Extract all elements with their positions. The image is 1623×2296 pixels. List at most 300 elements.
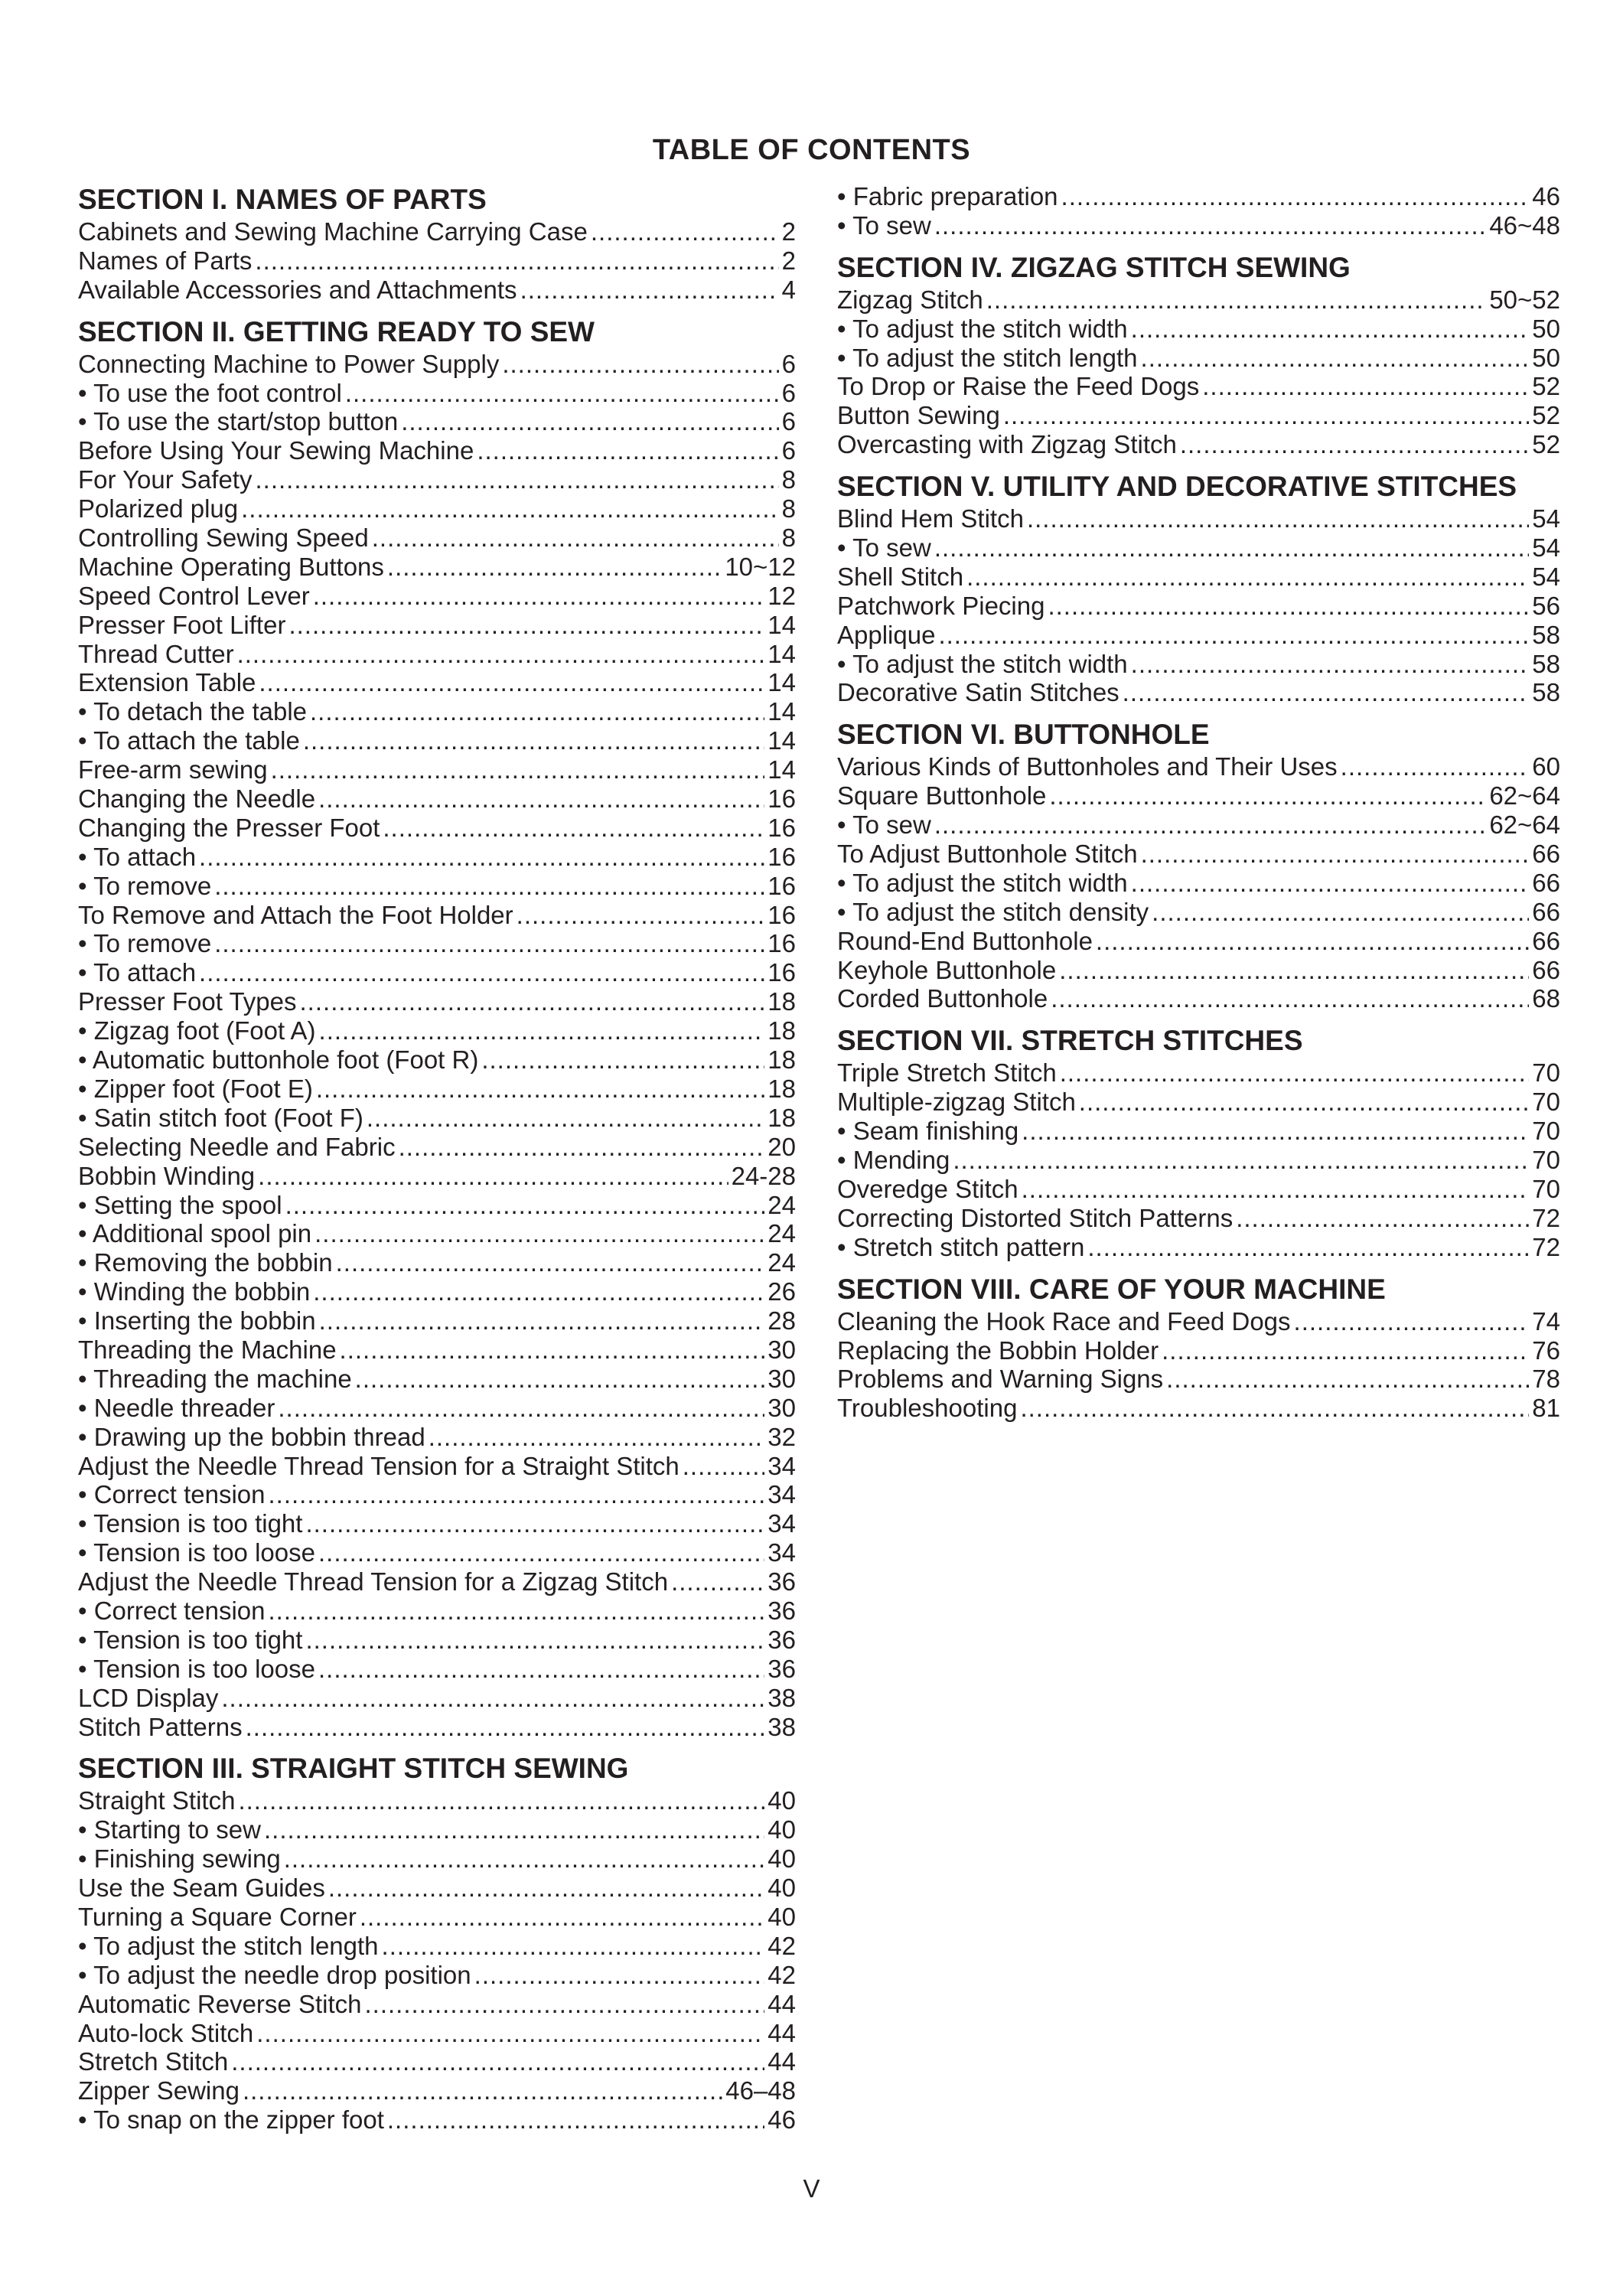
toc-entry[interactable] <box>837 984 1560 1013</box>
toc-entry-page: 14 <box>768 697 796 726</box>
toc-entry-page: 24 <box>768 1190 796 1219</box>
toc-entry[interactable] <box>837 533 1560 563</box>
toc-entry[interactable] <box>837 401 1560 430</box>
dot-leader <box>305 1509 764 1538</box>
toc-entry-page: 16 <box>768 784 796 814</box>
toc-entry-label: Threading the Machine <box>78 1335 337 1364</box>
dot-leader <box>360 1903 764 1932</box>
toc-entry-page: 24-28 <box>731 1161 796 1190</box>
toc-entry-label: Auto-lock Stitch <box>78 2018 254 2047</box>
toc-entry[interactable] <box>78 1903 796 1932</box>
toc-entry[interactable] <box>78 1219 796 1248</box>
toc-entry-label: Free-arm sewing <box>78 755 268 784</box>
toc-entry[interactable] <box>837 1233 1560 1262</box>
dot-leader <box>934 810 1486 840</box>
toc-entry-label: Before Using Your Sewing Machine <box>78 436 474 465</box>
toc-entry-label: • Inserting the bobbin <box>78 1306 316 1336</box>
toc-entry-label: • To adjust the needle drop position <box>78 1960 471 1989</box>
toc-entry-page: 28 <box>768 1306 796 1336</box>
dot-leader <box>305 1626 764 1655</box>
section-heading: SECTION II. GETTING READY TO SEW <box>78 315 595 347</box>
dot-leader <box>1022 1175 1530 1204</box>
section-heading: SECTION III. STRAIGHT STITCH SEWING <box>78 1753 629 1785</box>
toc-entry[interactable] <box>837 315 1560 344</box>
dot-leader <box>214 929 764 958</box>
toc-entry[interactable] <box>78 1104 796 1133</box>
toc-entry[interactable] <box>837 1146 1560 1175</box>
toc-entry[interactable] <box>837 182 1560 211</box>
toc-entry-label: Bobbin Winding <box>78 1161 256 1190</box>
dot-leader <box>966 563 1529 592</box>
toc-entry[interactable] <box>837 781 1560 810</box>
toc-entry[interactable] <box>78 1480 796 1509</box>
toc-entry-label: • To use the foot control <box>78 378 342 407</box>
toc-entry[interactable] <box>78 814 796 843</box>
toc-entry[interactable] <box>837 1204 1560 1233</box>
section-heading: SECTION IV. ZIGZAG STITCH SEWING <box>837 251 1351 283</box>
dot-leader <box>318 1655 764 1684</box>
toc-entry-page: 70 <box>1532 1146 1560 1175</box>
toc-entry[interactable] <box>78 1567 796 1596</box>
dot-leader <box>355 1365 765 1394</box>
toc-entry-page: 44 <box>768 1989 796 2018</box>
dot-leader <box>387 2105 764 2135</box>
toc-entry-label: Decorative Satin Stitches <box>837 678 1119 707</box>
toc-entry[interactable] <box>837 1058 1560 1088</box>
toc-entry-label: Applique <box>837 620 936 649</box>
toc-entry-label: Selecting Needle and Fabric <box>78 1132 396 1161</box>
dot-leader <box>1087 1233 1529 1262</box>
toc-entry[interactable] <box>837 752 1560 781</box>
dot-leader <box>246 1713 765 1742</box>
toc-entry[interactable] <box>78 958 796 987</box>
toc-entry[interactable] <box>837 927 1560 956</box>
toc-entry-page: 34 <box>768 1538 796 1567</box>
toc-entry-label: To Drop or Raise the Feed Dogs <box>837 372 1200 401</box>
toc-entry[interactable] <box>78 1932 796 1961</box>
toc-entry-label: Adjust the Needle Thread Tension for a Zigzag Stitch <box>78 1567 669 1596</box>
toc-entry[interactable] <box>78 697 796 726</box>
toc-entry-page: 36 <box>768 1654 796 1683</box>
toc-entry-page: 66 <box>1532 868 1560 897</box>
toc-entry[interactable] <box>78 929 796 958</box>
toc-entry-page: 16 <box>768 842 796 871</box>
toc-entry-label: • Fabric preparation <box>837 182 1058 210</box>
toc-entry-page: 46 <box>1532 182 1560 210</box>
toc-entry[interactable] <box>78 2105 796 2135</box>
toc-entry-page: 6 <box>781 349 796 378</box>
toc-entry-label: • Tension is too loose <box>78 1654 315 1683</box>
toc-entry-label: Presser Foot Types <box>78 987 297 1016</box>
toc-entry-label: • Needle threader <box>78 1393 275 1422</box>
toc-entry[interactable] <box>78 276 796 305</box>
toc-entry[interactable] <box>837 430 1560 459</box>
dot-leader <box>934 533 1529 563</box>
dot-leader <box>1141 840 1530 869</box>
toc-entry-page: 8 <box>781 523 796 553</box>
toc-entry[interactable] <box>78 1786 796 1815</box>
toc-entry[interactable] <box>837 1307 1560 1336</box>
dot-leader <box>269 1480 765 1509</box>
dot-leader <box>288 611 764 640</box>
toc-entry[interactable] <box>78 1990 796 2019</box>
toc-entry-page: 56 <box>1532 591 1560 620</box>
toc-entry-page: 52 <box>1532 401 1560 430</box>
toc-entry[interactable] <box>78 1423 796 1452</box>
toc-entry-page: 36 <box>768 1625 796 1654</box>
toc-entry-page: 30 <box>768 1335 796 1364</box>
toc-entry-page: 76 <box>1532 1336 1560 1365</box>
toc-entry-label: Square Buttonhole <box>837 781 1047 810</box>
dot-leader <box>1051 984 1529 1013</box>
toc-entry-label: • Seam finishing <box>837 1117 1019 1146</box>
toc-entry-page: 24 <box>768 1248 796 1277</box>
toc-entry[interactable] <box>837 504 1560 533</box>
dot-leader <box>1003 401 1529 430</box>
toc-entry[interactable] <box>78 1815 796 1844</box>
dot-leader <box>271 755 765 784</box>
toc-entry-label: Overcasting with Zigzag Stitch <box>837 430 1177 459</box>
dot-leader <box>285 1191 765 1220</box>
toc-entry[interactable] <box>78 1306 796 1336</box>
toc-entry[interactable] <box>837 1394 1560 1423</box>
toc-entry-label: • To snap on the zipper foot <box>78 2105 384 2135</box>
toc-entry-label: • Tension is too tight <box>78 1509 303 1538</box>
dot-leader <box>1027 504 1529 533</box>
toc-entry[interactable] <box>78 1844 796 1874</box>
toc-entry[interactable] <box>78 465 796 494</box>
dot-leader <box>1236 1204 1529 1233</box>
toc-entry-label: • To adjust the stitch length <box>837 343 1138 372</box>
toc-entry-label: Connecting Machine to Power Supply <box>78 349 500 378</box>
toc-entry[interactable] <box>78 1655 796 1684</box>
toc-entry[interactable] <box>78 582 796 611</box>
toc-entry[interactable] <box>78 987 796 1016</box>
toc-entry-label: Corded Buttonhole <box>837 984 1048 1013</box>
toc-entry[interactable] <box>78 1394 796 1423</box>
toc-entry-page: 81 <box>1532 1394 1560 1423</box>
toc-entry-page: 8 <box>781 494 796 523</box>
toc-entry[interactable] <box>78 494 796 523</box>
toc-column-left <box>78 182 796 2135</box>
dot-leader <box>313 582 765 611</box>
toc-entry[interactable] <box>78 1713 796 1742</box>
toc-entry-label: Shell Stitch <box>837 562 964 591</box>
toc-entry-page: 18 <box>768 1045 796 1075</box>
section-heading: SECTION VII. STRETCH STITCHES <box>837 1025 1303 1057</box>
toc-entry-page: 14 <box>768 610 796 639</box>
toc-entry-page: 78 <box>1532 1365 1560 1394</box>
toc-entry[interactable] <box>78 611 796 640</box>
toc-entry-page: 66 <box>1532 926 1560 955</box>
toc-entry-label: • Zipper foot (Foot E) <box>78 1074 313 1103</box>
toc-entry[interactable] <box>78 1596 796 1626</box>
toc-section <box>78 182 796 305</box>
toc-entry-page: 34 <box>768 1451 796 1480</box>
toc-entry[interactable] <box>78 1016 796 1045</box>
toc-entry-label: Round-End Buttonhole <box>837 926 1093 955</box>
toc-entry[interactable] <box>837 678 1560 707</box>
toc-entry-label: • Tension is too tight <box>78 1625 303 1654</box>
dot-leader <box>255 465 778 494</box>
toc-entry-page: 46 <box>768 2105 796 2135</box>
dot-leader <box>474 1961 765 1990</box>
toc-entry-label: • Stretch stitch pattern <box>837 1232 1085 1261</box>
toc-entry-page: 36 <box>768 1567 796 1596</box>
toc-entry-label: • Correct tension <box>78 1596 266 1625</box>
dot-leader <box>1059 956 1529 985</box>
toc-entry[interactable] <box>837 898 1560 927</box>
toc-entry-page: 74 <box>1532 1306 1560 1336</box>
dot-leader <box>1341 752 1530 781</box>
toc-entry[interactable] <box>78 217 796 246</box>
toc-entry[interactable] <box>78 755 796 784</box>
toc-entry-page: 52 <box>1532 372 1560 401</box>
toc-entry[interactable] <box>837 1117 1560 1146</box>
toc-entry-label: Replacing the Bobbin Holder <box>837 1336 1159 1365</box>
dot-leader <box>1131 869 1530 898</box>
toc-entry-label: Turning a Square Corner <box>78 1902 357 1931</box>
dot-leader <box>1096 927 1529 956</box>
toc-section <box>837 250 1560 459</box>
toc-entry-label: • Setting the spool <box>78 1190 282 1219</box>
toc-entry-label: Stretch Stitch <box>78 2047 229 2076</box>
page-number: V <box>803 2174 820 2203</box>
toc-entry[interactable] <box>78 1075 796 1104</box>
toc-entry-label: • To sew <box>837 533 931 563</box>
toc-entry-label: Problems and Warning Signs <box>837 1365 1164 1394</box>
toc-entry-page: 70 <box>1532 1174 1560 1203</box>
toc-entry[interactable] <box>837 1336 1560 1365</box>
dot-leader <box>310 697 764 726</box>
toc-entry[interactable] <box>837 1175 1560 1204</box>
toc-entry-label: Blind Hem Stitch <box>837 504 1024 533</box>
toc-entry-label: • To remove <box>78 929 212 958</box>
toc-entry-label: Speed Control Lever <box>78 581 310 610</box>
dot-leader <box>1048 592 1529 621</box>
dot-leader <box>319 1016 765 1045</box>
toc-entry-page: 54 <box>1532 533 1560 563</box>
toc-entry[interactable] <box>837 650 1560 679</box>
toc-entry-page: 40 <box>768 1815 796 1844</box>
toc-entry[interactable] <box>78 901 796 930</box>
toc-entry[interactable] <box>78 2076 796 2105</box>
dot-leader <box>269 1596 765 1626</box>
toc-entry-label: Use the Seam Guides <box>78 1874 325 1903</box>
toc-entry-page: 26 <box>768 1277 796 1306</box>
dot-leader <box>591 217 779 246</box>
dot-leader <box>1180 430 1529 459</box>
toc-entry-label: Multiple-zigzag Stitch <box>837 1088 1076 1117</box>
toc-entry-label: • Threading the machine <box>78 1364 352 1393</box>
dot-leader <box>387 553 722 582</box>
dot-leader <box>671 1567 764 1596</box>
toc-entry[interactable] <box>78 1452 796 1481</box>
toc-entry[interactable] <box>78 1045 796 1075</box>
toc-entry-label: Adjust the Needle Thread Tension for a Straight Stitch <box>78 1451 680 1480</box>
toc-entry[interactable] <box>837 1088 1560 1117</box>
toc-entry-label: • To sew <box>837 810 931 840</box>
toc-entry-page: 58 <box>1532 649 1560 678</box>
toc-entry[interactable] <box>78 872 796 901</box>
toc-entry-label: • Zigzag foot (Foot A) <box>78 1016 316 1045</box>
toc-entry-page: 72 <box>1532 1232 1560 1261</box>
toc-entry[interactable] <box>78 407 796 436</box>
toc-entry-label: For Your Safety <box>78 465 253 494</box>
toc-entry-page: 40 <box>768 1874 796 1903</box>
toc-entry-page: 20 <box>768 1132 796 1161</box>
toc-entry[interactable] <box>837 372 1560 401</box>
toc-entry[interactable] <box>78 1133 796 1162</box>
toc-entry[interactable] <box>78 350 796 379</box>
toc-entry[interactable] <box>78 726 796 755</box>
toc-entry-label: • To sew <box>837 210 931 240</box>
toc-entry-label: Various Kinds of Buttonholes and Their Uses <box>837 752 1338 781</box>
toc-entry-page: 16 <box>768 900 796 929</box>
toc-entry-page: 14 <box>768 726 796 755</box>
toc-entry[interactable] <box>837 211 1560 240</box>
toc-entry[interactable] <box>78 1874 796 1903</box>
toc-entry-label: Overedge Stitch <box>837 1174 1018 1203</box>
dot-leader <box>199 843 764 872</box>
toc-entry-page: 58 <box>1532 620 1560 649</box>
dot-leader <box>1123 678 1530 707</box>
toc-entry-page: 16 <box>768 813 796 842</box>
toc-entry[interactable] <box>78 1684 796 1713</box>
toc-entry-label: Names of Parts <box>78 246 253 275</box>
toc-entry[interactable] <box>78 2019 796 2048</box>
dot-leader <box>345 379 779 408</box>
toc-entry[interactable] <box>837 1365 1560 1394</box>
dot-leader <box>938 621 1529 650</box>
toc-entry[interactable] <box>78 1162 796 1191</box>
dot-leader <box>383 814 764 843</box>
dot-leader <box>401 407 778 436</box>
toc-entry-page: 42 <box>768 1931 796 1960</box>
toc-entry-page: 34 <box>768 1509 796 1538</box>
toc-entry-page: 66 <box>1532 955 1560 984</box>
toc-entry[interactable] <box>78 640 796 669</box>
dot-leader <box>300 987 765 1016</box>
toc-entry-page: 54 <box>1532 504 1560 533</box>
toc-entry-label: • To adjust the stitch length <box>78 1931 379 1960</box>
toc-entry[interactable] <box>78 1509 796 1538</box>
toc-entry-label: To Adjust Buttonhole Stitch <box>837 840 1138 869</box>
toc-entry[interactable] <box>78 379 796 408</box>
toc-entry-page: 44 <box>768 2047 796 2076</box>
toc-entry-label: • To attach <box>78 958 197 987</box>
toc-entry-page: 10~12 <box>725 552 796 581</box>
toc-entry-label: • Automatic buttonhole foot (Foot R) <box>78 1045 479 1075</box>
toc-entry-label: • To adjust the stitch width <box>837 649 1128 678</box>
toc-entry-label: Machine Operating Buttons <box>78 552 384 581</box>
toc-entry-label: Troubleshooting <box>837 1394 1018 1423</box>
toc-entry-page: 44 <box>768 2018 796 2047</box>
toc-entry-label: • Winding the bobbin <box>78 1277 311 1306</box>
toc-entry[interactable] <box>78 523 796 553</box>
dot-leader <box>199 958 764 987</box>
toc-entry-page: 52 <box>1532 430 1560 459</box>
toc-entry-page: 46–48 <box>725 2076 796 2105</box>
section-heading: SECTION I. NAMES OF PARTS <box>78 184 487 215</box>
dot-leader <box>238 1786 764 1815</box>
dot-leader <box>382 1932 765 1961</box>
toc-entry[interactable] <box>837 344 1560 373</box>
toc-entry[interactable] <box>78 1277 796 1306</box>
toc-entry[interactable] <box>837 840 1560 869</box>
dot-leader <box>284 1844 765 1874</box>
toc-entry[interactable] <box>78 668 796 697</box>
section-heading: SECTION VI. BUTTONHOLE <box>837 719 1210 751</box>
toc-entry[interactable] <box>78 1538 796 1567</box>
toc-entry-label: Polarized plug <box>78 494 239 523</box>
toc-entry-page: 16 <box>768 871 796 900</box>
toc-entry[interactable] <box>78 784 796 814</box>
toc-entry-label: • Removing the bobbin <box>78 1248 333 1277</box>
toc-entry-page: 50~52 <box>1489 285 1560 314</box>
toc-entry[interactable] <box>78 1626 796 1655</box>
toc-entry-label: Thread Cutter <box>78 639 234 668</box>
toc-entry[interactable] <box>78 246 796 276</box>
toc-entry[interactable] <box>78 1961 796 1990</box>
toc-entry[interactable] <box>837 621 1560 650</box>
dot-leader <box>1060 1058 1530 1088</box>
toc-entry[interactable] <box>837 956 1560 985</box>
toc-entry-label: LCD Display <box>78 1683 219 1712</box>
toc-entry-page: 36 <box>768 1596 796 1625</box>
toc-entry[interactable] <box>78 2047 796 2076</box>
toc-entry-label: • To adjust the stitch density <box>837 897 1149 926</box>
toc-entry-label: Cleaning the Hook Race and Feed Dogs <box>837 1306 1291 1336</box>
dot-leader <box>241 494 779 523</box>
dot-leader <box>399 1133 765 1162</box>
toc-entry[interactable] <box>78 1365 796 1394</box>
toc-entry[interactable] <box>837 869 1560 898</box>
toc-entry[interactable] <box>78 843 796 872</box>
toc-entry[interactable] <box>78 1336 796 1365</box>
dot-leader <box>259 668 764 697</box>
toc-entry[interactable] <box>837 810 1560 840</box>
toc-entry[interactable] <box>837 563 1560 592</box>
toc-entry-page: 40 <box>768 1902 796 1931</box>
toc-entry-page: 16 <box>768 929 796 958</box>
toc-entry-page: 62~64 <box>1489 810 1560 840</box>
toc-entry[interactable] <box>78 1248 796 1277</box>
toc-entry[interactable] <box>837 592 1560 621</box>
dot-leader <box>1061 182 1530 211</box>
toc-entry[interactable] <box>837 285 1560 315</box>
dot-leader <box>372 523 779 553</box>
toc-entry[interactable] <box>78 436 796 465</box>
toc-entry-page: 62~64 <box>1489 781 1560 810</box>
dot-leader <box>319 1306 765 1336</box>
toc-entry-label: Straight Stitch <box>78 1786 236 1815</box>
toc-entry[interactable] <box>78 1191 796 1220</box>
section-heading: SECTION V. UTILITY AND DECORATIVE STITCHES <box>837 471 1517 503</box>
section-heading: SECTION VIII. CARE OF YOUR MACHINE <box>837 1273 1386 1305</box>
toc-entry[interactable] <box>78 553 796 582</box>
toc-entry-page: 6 <box>781 436 796 465</box>
toc-entry-label: • To use the start/stop button <box>78 407 399 436</box>
toc-section <box>78 315 796 1742</box>
toc-entry-label: • Additional spool pin <box>78 1219 312 1248</box>
dot-leader <box>1166 1365 1529 1394</box>
dot-leader <box>303 726 764 755</box>
dot-leader <box>278 1394 764 1423</box>
dot-leader <box>934 211 1486 240</box>
toc-entry-page: 30 <box>768 1364 796 1393</box>
dot-leader <box>1131 315 1530 344</box>
